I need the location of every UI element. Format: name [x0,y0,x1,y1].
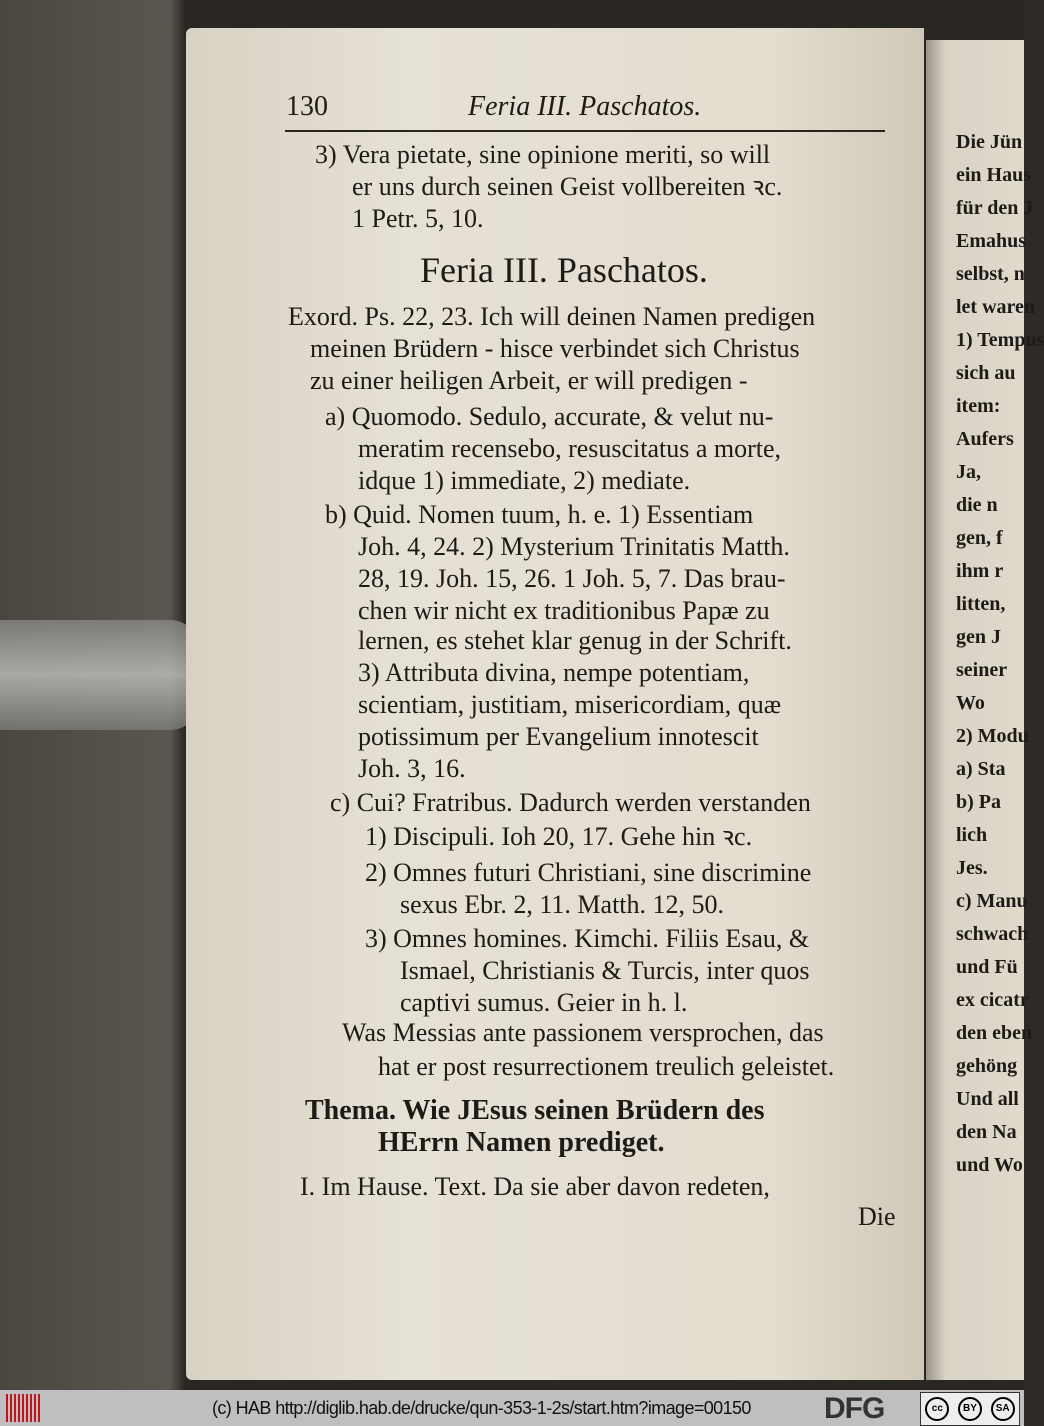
section-title: Feria III. Paschatos. [420,250,708,290]
running-head: Feria III. Paschatos. [468,91,702,122]
facing-page-fragment: für den J [956,197,1034,219]
text-line: Exord. Ps. 22, 23. Ich will deinen Namen predigen [288,302,816,331]
text-line: HErrn Namen prediget. [378,1127,665,1158]
facing-page-fragment: item: [956,395,1001,417]
text-line: sexus Ebr. 2, 11. Matth. 12, 50. [400,890,725,919]
facing-page-fragment: den Na [956,1121,1017,1143]
facing-page-fragment: ein Haus [956,164,1032,186]
text-line: 28, 19. Joh. 15, 26. 1 Joh. 5, 7. Das brau- [358,564,786,593]
facing-page-fragment: let waren [956,296,1036,318]
credit-link[interactable]: (c) HAB http://diglib.hab.de/drucke/qun-353-1-2s/start.htm?image=00150 [212,1398,751,1418]
facing-page-fragment: gehöng [956,1055,1018,1077]
facing-page-fragment: und Wo [956,1154,1023,1176]
dfg-logo: DFG [824,1392,885,1425]
facing-page-fragment: lich [956,824,988,846]
text-line: captivi sumus. Geier in h. l. [400,988,688,1017]
facing-page-fragment: gen J [956,626,1001,648]
page-marker-strip [0,620,200,730]
text-line: I. Im Hause. Text. Da sie aber davon redeten, [300,1172,770,1201]
text-line: potissimum per Evangelium innotescit [358,722,759,751]
facing-page-fragment: Und all [956,1088,1019,1110]
cc-license-badge[interactable] [920,1392,1020,1426]
text-line: 3) Attributa divina, nempe potentiam, [358,658,750,687]
facing-page-fragment: Emahus [956,230,1027,252]
facing-page-fragment: Aufers [956,428,1014,450]
text-line: a) Quomodo. Sedulo, accurate, & velut nu- [325,402,774,431]
footer-bar [0,1390,1024,1426]
text-line: hat er post resurrectionem treulich geleistet. [378,1052,835,1081]
text-line: Joh. 3, 16. [358,754,466,783]
facing-page-fragment: b) Pa [956,791,1001,813]
text-line: Joh. 4, 24. 2) Mysterium Trinitatis Matth. [358,532,790,561]
text-line: Was Messias ante passionem versprochen, das [342,1018,824,1047]
facing-page-fragment: ex cicatr [956,989,1029,1011]
text-line: 1 Petr. 5, 10. [352,204,484,233]
facing-page-fragment: Jes. [956,857,988,879]
text-line: chen wir nicht ex traditionibus Papæ zu [358,596,770,625]
by-icon: BY [958,1397,982,1421]
facing-page-fragment: und Fü [956,956,1018,978]
text-line: 3) Omnes homines. Kimchi. Filiis Esau, & [365,924,810,953]
facing-page-fragment: Ja, [956,461,981,483]
text-line: lernen, es stehet klar genug in der Schrift. [358,626,792,655]
facing-page-fragment: litten, [956,593,1006,615]
text-line: Die [858,1202,896,1231]
text-line: 1) Discipuli. Ioh 20, 17. Gehe hin ꝛc. [365,822,753,851]
facing-page-fragment: Wo [956,692,985,714]
text-line: zu einer heiligen Arbeit, er will predigen - [310,366,748,395]
facing-page-fragment: 2) Modu [956,725,1029,747]
facing-page-fragment: sich au [956,362,1016,384]
text-line: er uns durch seinen Geist vollbereiten ꝛc. [352,172,783,201]
sa-icon: SA [991,1397,1015,1421]
facing-page [926,40,1044,1380]
facing-page-fragment: Die Jün [956,131,1023,153]
facing-page-fragment: den eben [956,1022,1033,1044]
text-line: meratim recensebo, resuscitatus a morte, [358,434,782,463]
text-line: Thema. Wie JEsus seinen Brüdern des [305,1095,765,1126]
text-line: b) Quid. Nomen tuum, h. e. 1) Essentiam [325,500,754,529]
facing-page-fragment: selbst, n [956,263,1025,285]
text-line: scientiam, justitiam, misericordiam, quæ [358,690,782,719]
page-number: 130 [286,91,328,122]
text-line: c) Cui? Fratribus. Dadurch werden verstanden [330,788,811,817]
facing-page-fragment: c) Manu [956,890,1028,912]
facing-page-fragment: schwach [956,923,1029,945]
text-line: 2) Omnes futuri Christiani, sine discrimine [365,858,812,887]
facing-page-fragment: die n [956,494,998,516]
facing-page-fragment: ihm r [956,560,1004,582]
cc-icon: cc [925,1397,949,1421]
facing-page-fragment: 1) Tempus [956,329,1044,351]
text-line: idque 1) immediate, 2) mediate. [358,466,691,495]
text-line: meinen Brüdern - hisce verbindet sich Christus [310,334,800,363]
hab-logo-icon [6,1394,40,1422]
facing-page-fragment: gen, f [956,527,1003,549]
header-rule [285,130,885,132]
facing-page-fragment: a) Sta [956,758,1006,780]
facing-page-fragment: seiner [956,659,1008,681]
text-line: 3) Vera pietate, sine opinione meriti, so will [315,140,771,169]
text-line: Ismael, Christianis & Turcis, inter quos [400,956,810,985]
